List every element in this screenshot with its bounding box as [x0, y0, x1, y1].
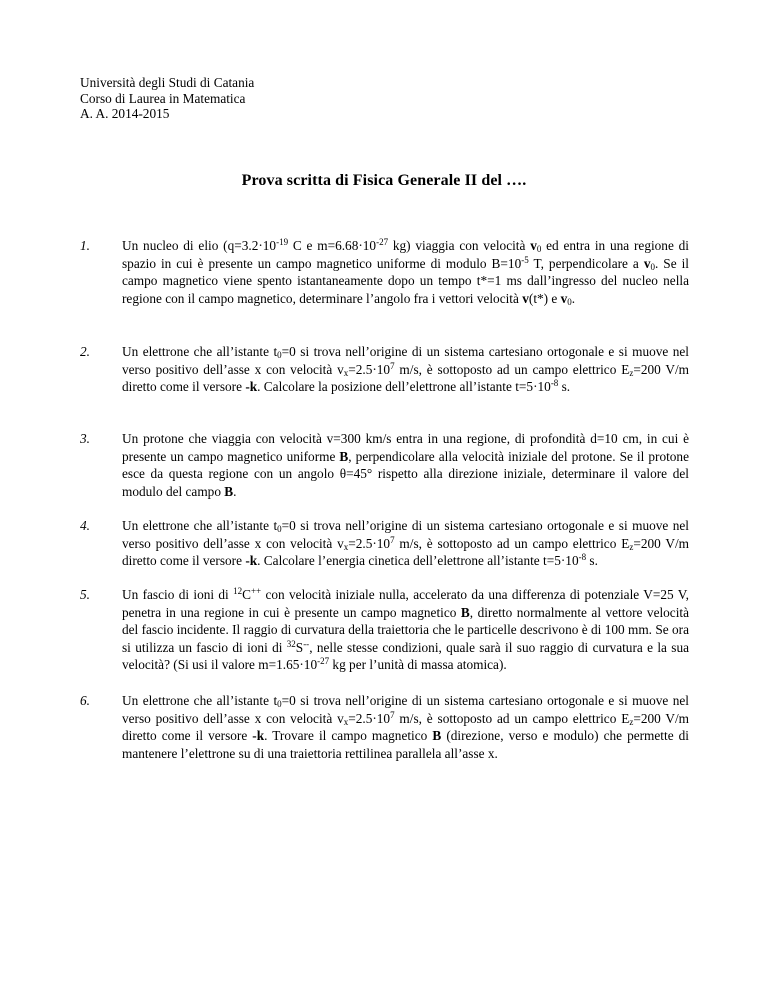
- problem-text: Un nucleo di elio ($q=3.2\cdot 10^{-19}$ C e $m=6.68\cdot 10^{-27}$ kg) viaggia con velocità $v_0$ ed entra in una regione di spazio in cui è presente un campo magnetico uniforme di modulo $B=10^{-5}$ T, perpendicolare a $v_0$. Se il campo magnetico viene spento istantaneamente dopo un tempo t*=1 ms dall’ingresso del nucleo nella regione con il campo magnetico, determinare l’angolo fra i vettori velocità v(t*) e $v_0$.: [122, 237, 689, 307]
- document-header: [80, 75, 254, 122]
- problem-text: Un fascio di ioni di $^{12}$C++ con velocità iniziale nulla, accelerato da una differenza di potenziale V=25 V, penetra in una regione in cui è presente un campo magnetico B, diretto normalmente al vettore velocità del fascio incidente. Il raggio di curvatura della traiettoria che le particelle descrivono è di 100 mm. Se ora si utilizza un fascio di ioni di $^{32}$S--, nelle stesse condizioni, quale sarà il suo raggio di curvatura e la sua velocità? (Si usi il valore $m=1.65\cdot 10^{-27}$ kg per l’unità di massa atomica).: [122, 586, 690, 673]
- problem-text: Un elettrone che all’istante $t_0=0$ si trova nell’origine di un sistema cartesiano ortogonale e si muove nel verso positivo dell’asse x con velocità $v_x=2.5\cdot 10^7$ m/s, è sottoposto ad un campo elettrico $E_z=200$ V/m diretto come il versore -k. Calcolare la posizione dell’elettrone all’istante $t=5\cdot 10^{-8}$ s.: [122, 344, 690, 395]
- university-name: Università degli Studi di Catania: [80, 75, 255, 90]
- problem-number: 1.: [80, 238, 90, 253]
- exam-title: Prova scritta di Fisica Generale II del ….: [241, 172, 527, 189]
- problem-text: Un elettrone che all’istante $t_0=0$ si trova nell’origine di un sistema cartesiano ortogonale e si muove nel verso positivo dell’asse x con velocità $v_x=2.5\cdot 10^7$ m/s, è sottoposto ad un campo elettrico $E_z=200$ V/m diretto come il versore -k. Calcolare l’energia cinetica dell’elettrone all’istante $t=5\cdot 10^{-8}$ s.: [122, 518, 690, 569]
- problem-3: [80, 430, 689, 500]
- course-name: Corso di Laurea in Matematica: [80, 90, 246, 106]
- problem-2: [80, 343, 689, 396]
- problem-text: Un elettrone che all’istante $t_0=0$ si trova nell’origine di un sistema cartesiano ortogonale e si muove nel verso positivo dell’asse x con velocità $v_x=2.5\cdot 10^7$ m/s, è sottoposto ad un campo elettrico $E_z=200$ V/m diretto come il versore -k. Trovare il campo magnetico B (direzione, verso e modulo) che permette di mantenere l’elettrone su di una traiettoria rettilinea parallela all’asse x.: [122, 693, 690, 761]
- problem-number: 5.: [80, 587, 90, 602]
- problem-6: [80, 692, 689, 762]
- problem-5: [80, 586, 689, 674]
- problem-4: [80, 517, 689, 570]
- problem-number: 2.: [80, 344, 90, 359]
- problem-1: [80, 237, 689, 307]
- problem-number: 6.: [80, 693, 90, 708]
- academic-year: A. A. 2014-2015: [80, 106, 170, 122]
- problem-number: 4.: [80, 518, 90, 533]
- problem-text: Un protone che viaggia con velocità v=300 km/s entra in una regione, di profondità d=10 cm, in cui è presente un campo magnetico uniforme B, perpendicolare alla velocità iniziale del protone. Se il protone esce da questa regione con un angolo θ=45° rispetto alla direzione iniziale, determinare il valore del modulo del campo B.: [122, 431, 689, 499]
- problem-number: 3.: [80, 431, 90, 446]
